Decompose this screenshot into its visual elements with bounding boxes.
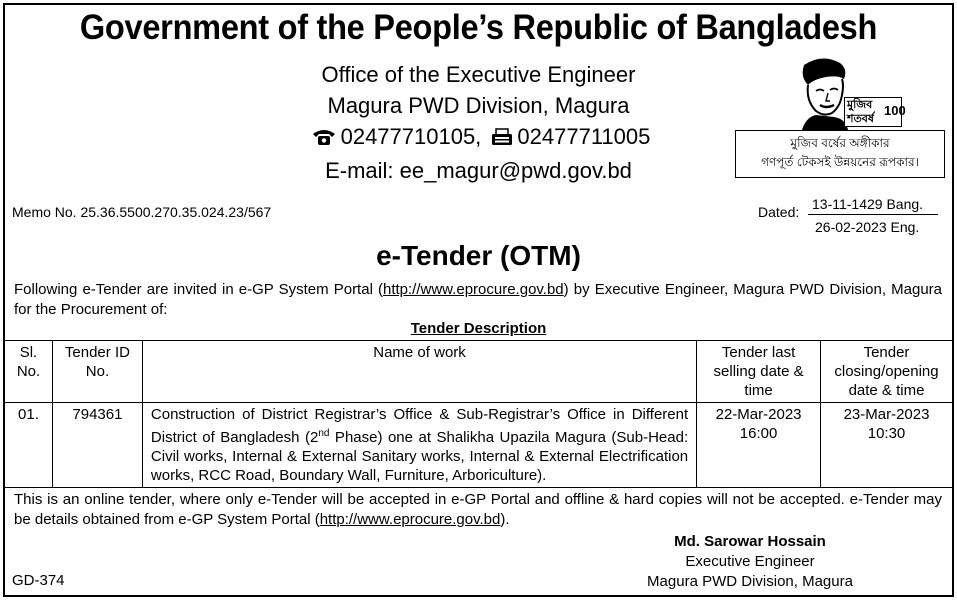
row-work	[142, 403, 696, 488]
selling-time: 16:00	[739, 425, 778, 442]
date-bangla: 13-11-1429 Bang.	[812, 196, 924, 212]
pledge-line-2: গণপূর্ত টেকসই উন্নয়নের রূপকার।	[761, 155, 919, 169]
signer-office: Magura PWD Division, Magura	[647, 573, 853, 590]
header-work: Name of work	[142, 341, 696, 403]
work-text-end: Phase) one at Shalikha Upazila Magura (Sub-Head: Civil works, Internal & External Sanitary works, Internal & External Electrification works, RCC Road, Boundary Wall, Furniture, Arboriculture).	[150, 429, 689, 484]
work-superscript: nd	[318, 428, 330, 439]
intro-paragraph	[14, 280, 942, 320]
date-english: 26-02-2023 Eng.	[815, 219, 920, 235]
signer-name: Md. Sarowar Hossain	[674, 533, 826, 550]
work-text-start: Construction of District Registrar’s Office & Sub-Registrar’s Office in Different District of Bangladesh (2	[150, 406, 689, 446]
signature-block	[560, 532, 940, 592]
note-text-end: ).	[500, 511, 510, 528]
mujib-centenary-emblem	[782, 55, 906, 130]
dated-label: Dated:	[758, 204, 800, 220]
tender-table	[4, 340, 953, 488]
note-portal-link[interactable]: http://www.eprocure.gov.bd	[319, 511, 501, 528]
intro-text-start: Following e-Tender are invited in e-GP System Portal (	[14, 281, 383, 298]
office-name: Office of the Executive Engineer	[321, 62, 636, 87]
row-sl: 01.	[5, 403, 53, 488]
notice-title: e-Tender (OTM)	[376, 240, 581, 271]
header-selling-date: Tender last selling date & time	[697, 341, 821, 403]
portal-link[interactable]: http://www.eprocure.gov.bd	[383, 281, 564, 298]
online-tender-note	[14, 490, 942, 530]
pledge-box	[735, 130, 945, 178]
email-line: E-mail: ee_magur@pwd.gov.bd	[325, 158, 632, 183]
closing-time: 10:30	[867, 425, 906, 442]
header-closing-date: Tender closing/opening date & time	[821, 341, 953, 403]
signer-title: Executive Engineer	[685, 553, 815, 570]
row-tender-id: 794361	[52, 403, 142, 488]
header-sl: Sl. No.	[5, 341, 53, 403]
note-text-start: This is an online tender, where only e-Tender will be accepted in e-GP Portal and offline & hard copies will not be accepted. e-Tender may be details obtained from e-GP System Portal (	[14, 491, 942, 528]
government-title: Government of the People’s Republic of Bangladesh	[79, 8, 878, 47]
row-selling	[697, 403, 821, 488]
selling-date: 22-Mar-2023	[715, 406, 802, 423]
date-divider	[808, 214, 938, 215]
tender-description-title: Tender Description	[410, 320, 547, 337]
pledge-line-1: মুজিব বর্ষের অঙ্গীকার	[790, 136, 890, 150]
centenary-badge-text: মুজিব শতবর্ষ	[844, 97, 902, 127]
table-row	[5, 403, 953, 488]
closing-date: 23-Mar-2023	[843, 406, 930, 423]
telephone-icon	[311, 126, 337, 152]
header-tender-id: Tender ID No.	[52, 341, 142, 403]
memo-number: Memo No. 25.36.5500.270.35.024.23/567	[12, 204, 272, 220]
table-header-row	[5, 341, 953, 403]
centenary-badge-number: 100	[884, 103, 906, 118]
phone-number: 02477710105,	[340, 124, 482, 149]
division-name: Magura PWD Division, Magura	[327, 93, 630, 118]
fax-number: 02477711005	[517, 124, 651, 149]
fax-icon	[491, 126, 513, 152]
intro-text-end: ) by Executive Engineer, Magura PWD Division, Magura for the Procurement of:	[14, 281, 942, 318]
gd-number: GD-374	[12, 572, 65, 589]
row-closing	[821, 403, 953, 488]
